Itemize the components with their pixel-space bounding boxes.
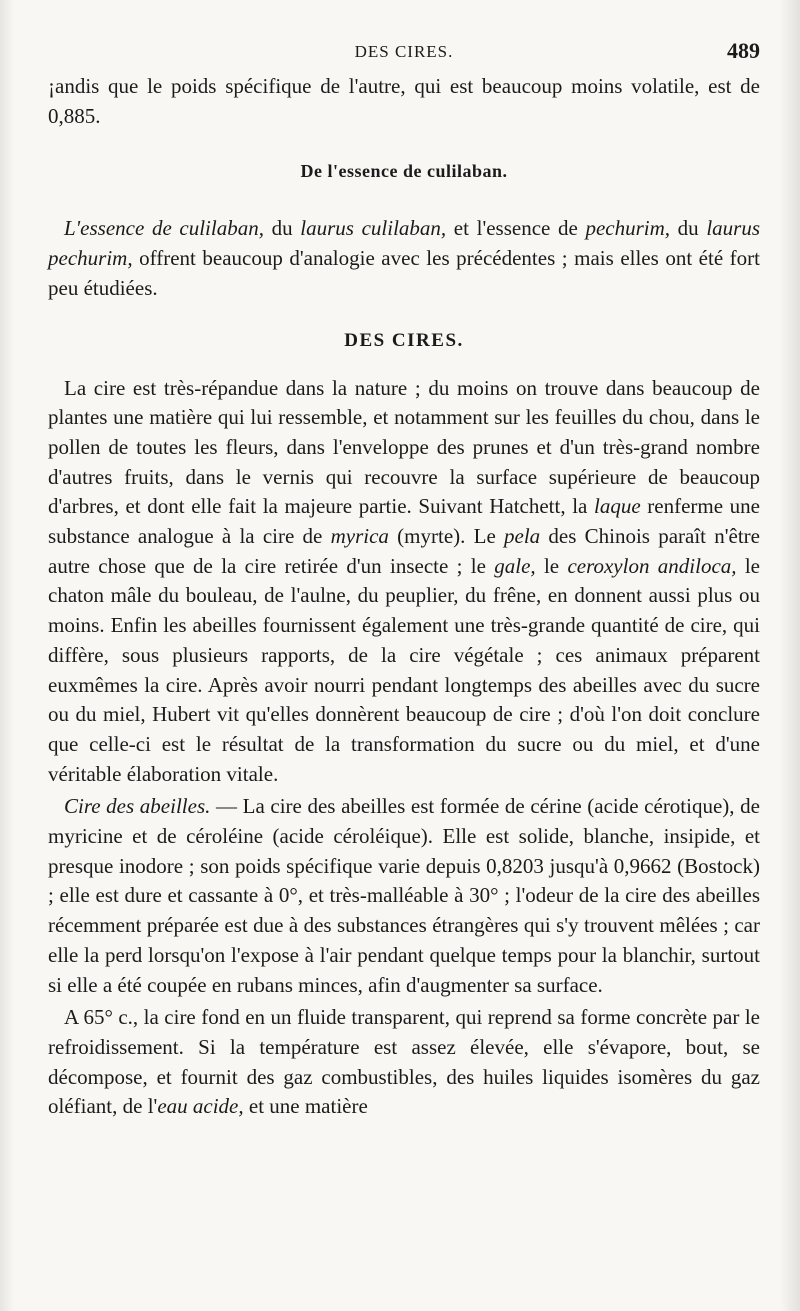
italic-text: ceroxylon andiloca, — [567, 553, 737, 578]
paragraph-continuation: ¡andis que le poids spécifique de l'autre, qui est beaucoup moins volatile, est de 0,885. — [48, 74, 760, 128]
section-heading-cires: DES CIRES. — [344, 329, 464, 351]
body-text: du — [263, 216, 301, 241]
paragraph-cire-abeilles — [48, 792, 760, 1000]
body-text: La cire est très-répandue dans la nature ; du moins on trouve dans beaucoup de plantes une matière qui lui ressemble, et notamment sur les feuilles du chou, dans le pollen de toutes les fleurs, dans l'enveloppe des prunes et d'un très-grand nombre d'autres fruits, dans le vernis qui recouvre la surface supérieure de beaucoup d'arbres, et dont elle fait la majeure partie. Suivant Hatchett, la — [48, 375, 760, 519]
italic-text: laurus pechurim, — [48, 216, 760, 271]
italic-text: pechurim, — [585, 216, 671, 241]
italic-text: Cire des abeilles. — [64, 794, 211, 819]
paragraph-fusion — [48, 1003, 760, 1122]
italic-text: L'essence de culilaban, — [64, 216, 264, 241]
body-text: — La cire des abeilles est formée de cérine (acide cérotique), de myricine et de céroléine (acide céroléique). Elle est solide, blanche, insipide, et presque inodore ; son poids spécifique varie depuis 0,8203 jusqu'à 0,9662 (Bostock) ; elle est dure et cassante à 0°, et très-malléable à 30° ; l'odeur de la cire des abeilles récemment préparée est due à des substances étrangères qui s'y trouvent mêlées ; car elle la perd lorsqu'on l'expose à l'air pendant quelque temps pour la blanchir, surtout si elle a été coupée en rubans minces, afin d'augmenter sa surface. — [48, 794, 760, 997]
body-text: (myrte). Le — [388, 524, 505, 549]
page-number: 489 — [727, 38, 760, 63]
italic-text: pela — [504, 524, 541, 549]
paragraph-cire-intro — [48, 374, 760, 790]
body-text: le chaton mâle du bouleau, de l'aulne, du peuplier, du frêne, en donnent aussi plus ou moins. Enfin les abeilles fournissent également une très-grande quantité de cire, qui diffère, sous plusieurs rapports, de la cire végétale ; ces animaux préparent euxmêmes la cire. Après avoir nourri pendant longtemps des abeilles avec du sucre ou du miel, Hubert vit qu'elles donnèrent beaucoup de cire ; d'où l'on doit conclure que celle-ci est le résultat de la transformation du sucre ou du miel, et d'une véritable élaboration vitale. — [48, 553, 761, 786]
running-head — [48, 38, 760, 72]
section-heading-culilaban: De l'essence de culilaban. — [300, 161, 508, 182]
body-text: et une matière — [243, 1094, 368, 1119]
body-text: le — [535, 553, 568, 578]
italic-text: eau acide, — [157, 1094, 244, 1119]
body-text: offrent beaucoup d'analogie avec les précédentes ; mais elles ont été fort peu étudiées. — [48, 246, 760, 300]
running-title: DES CIRES. — [354, 42, 454, 61]
italic-text: gale, — [494, 553, 536, 578]
body-text: des Chinois paraît n'être autre chose que de la cire retirée d'un insecte ; le — [48, 524, 760, 578]
italic-text: laque — [594, 494, 641, 519]
body-text: renferme une substance analogue à la cire de — [48, 494, 760, 549]
paragraph-culilaban — [48, 214, 760, 303]
body-text: et l'essence de — [446, 216, 586, 241]
italic-text: laurus culilaban, — [300, 216, 447, 241]
body-text: du — [670, 216, 707, 241]
italic-text: myrica — [330, 524, 389, 549]
body-text: A 65° c., la cire fond en un fluide transparent, qui reprend sa forme concrète par le refroidissement. Si la température est assez élevée, elle s'évapore, bout, se décompose, et fournit des gaz combustibles, des huiles liquides isomères du gaz oléfiant, de l' — [48, 1005, 760, 1119]
